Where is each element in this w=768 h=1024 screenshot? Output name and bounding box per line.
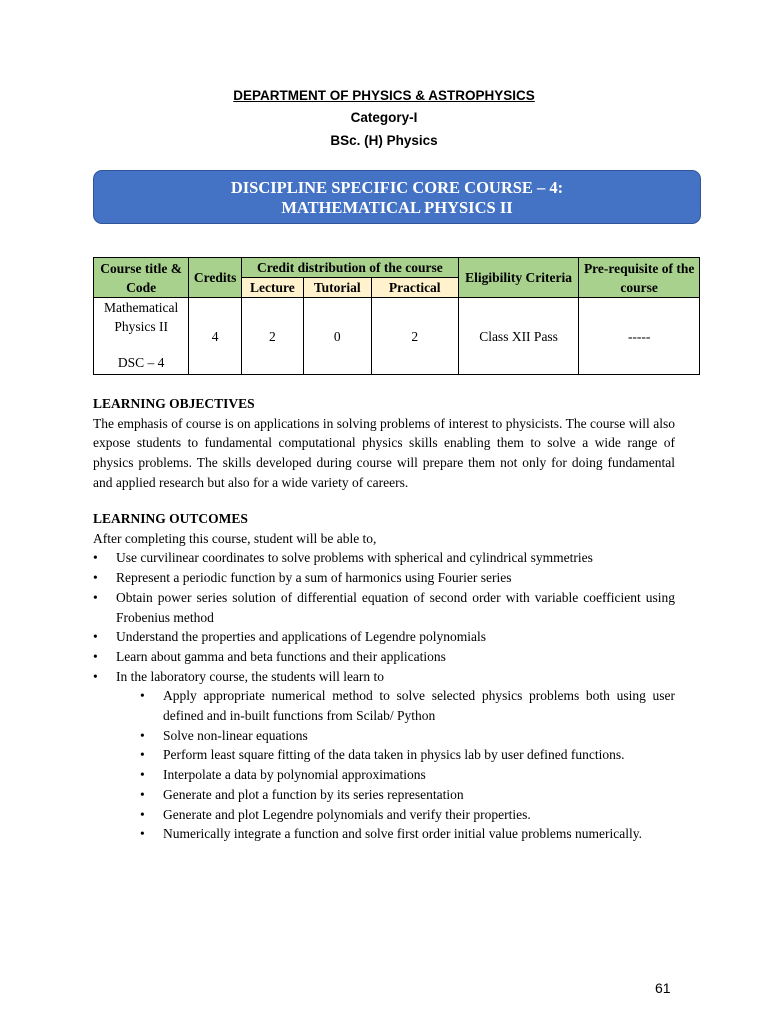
cell-eligibility: Class XII Pass — [458, 298, 579, 375]
header-tutorial: Tutorial — [303, 278, 371, 298]
course-name: Mathematical Physics II — [104, 300, 179, 334]
list-item: • Solve non-linear equations — [140, 726, 675, 746]
list-item: • Use curvilinear coordinates to solve problems with spherical and cylindrical symmetries — [93, 548, 675, 568]
cell-course-title — [94, 298, 189, 375]
learning-objectives-heading: LEARNING OBJECTIVES — [93, 396, 255, 411]
banner-line-1: DISCIPLINE SPECIFIC CORE COURSE – 4: — [230, 178, 564, 197]
course-details-table — [93, 257, 700, 375]
department-title: DEPARTMENT OF PHYSICS & ASTROPHYSICS — [233, 88, 535, 103]
learning-outcomes-heading: LEARNING OUTCOMES — [93, 511, 248, 526]
header-credit-distribution: Credit distribution of the course — [241, 258, 458, 278]
list-item: • Numerically integrate a function and solve first order initial value problems numerically. — [140, 824, 675, 844]
cell-lecture: 2 — [241, 298, 303, 375]
header-prerequisite: Pre-requisite of the course — [579, 258, 700, 298]
list-item: • In the laboratory course, the students will learn to — [93, 667, 675, 687]
table-row — [94, 298, 700, 375]
cell-credits: 4 — [189, 298, 242, 375]
cell-practical: 2 — [371, 298, 458, 375]
cell-tutorial: 0 — [303, 298, 371, 375]
cell-prerequisite: ----- — [579, 298, 700, 375]
category-label: Category-I — [350, 110, 418, 125]
learning-objectives-section — [93, 394, 675, 493]
header-credits: Credits — [189, 258, 242, 298]
list-item: • Interpolate a data by polynomial approximations — [140, 765, 675, 785]
banner-line-2: MATHEMATICAL PHYSICS II — [281, 198, 513, 217]
header-eligibility: Eligibility Criteria — [458, 258, 579, 298]
list-item: • Apply appropriate numerical method to solve selected physics problems both using user defined and in-built functions from Scilab/ Python — [140, 686, 675, 725]
programme-label: BSc. (H) Physics — [330, 133, 438, 148]
table-header-row — [94, 258, 700, 278]
course-code: DSC – 4 — [117, 355, 165, 370]
header-practical: Practical — [371, 278, 458, 298]
outcomes-list — [93, 548, 675, 686]
page-number: 61 — [655, 980, 671, 996]
header-lecture: Lecture — [241, 278, 303, 298]
list-item: • Perform least square fitting of the data taken in physics lab by user defined functions. — [140, 745, 675, 765]
list-item: • Generate and plot a function by its series representation — [140, 785, 675, 805]
lab-outcomes-list — [93, 686, 675, 844]
list-item: • Obtain power series solution of differential equation of second order with variable coefficient using Frobenius method — [93, 588, 675, 627]
list-item: • Generate and plot Legendre polynomials and verify their properties. — [140, 805, 675, 825]
learning-outcomes-intro: After completing this course, student will be able to, — [93, 530, 377, 546]
list-item: • Learn about gamma and beta functions and their applications — [93, 647, 675, 667]
list-item: • Understand the properties and applications of Legendre polynomials — [93, 627, 675, 647]
learning-objectives-text: The emphasis of course is on applications in solving problems of interest to physicists. The course will also expose students to fundamental computational physics skills enabling them to solve a wide range of physics problems. The skills developed during course will prepare them not only for doing fundamental and applied research but also for a wide variety of careers. — [93, 415, 675, 490]
header-course-title: Course title & Code — [94, 258, 189, 298]
learning-outcomes-section — [93, 509, 675, 844]
course-banner — [93, 170, 701, 224]
list-item: • Represent a periodic function by a sum of harmonics using Fourier series — [93, 568, 675, 588]
